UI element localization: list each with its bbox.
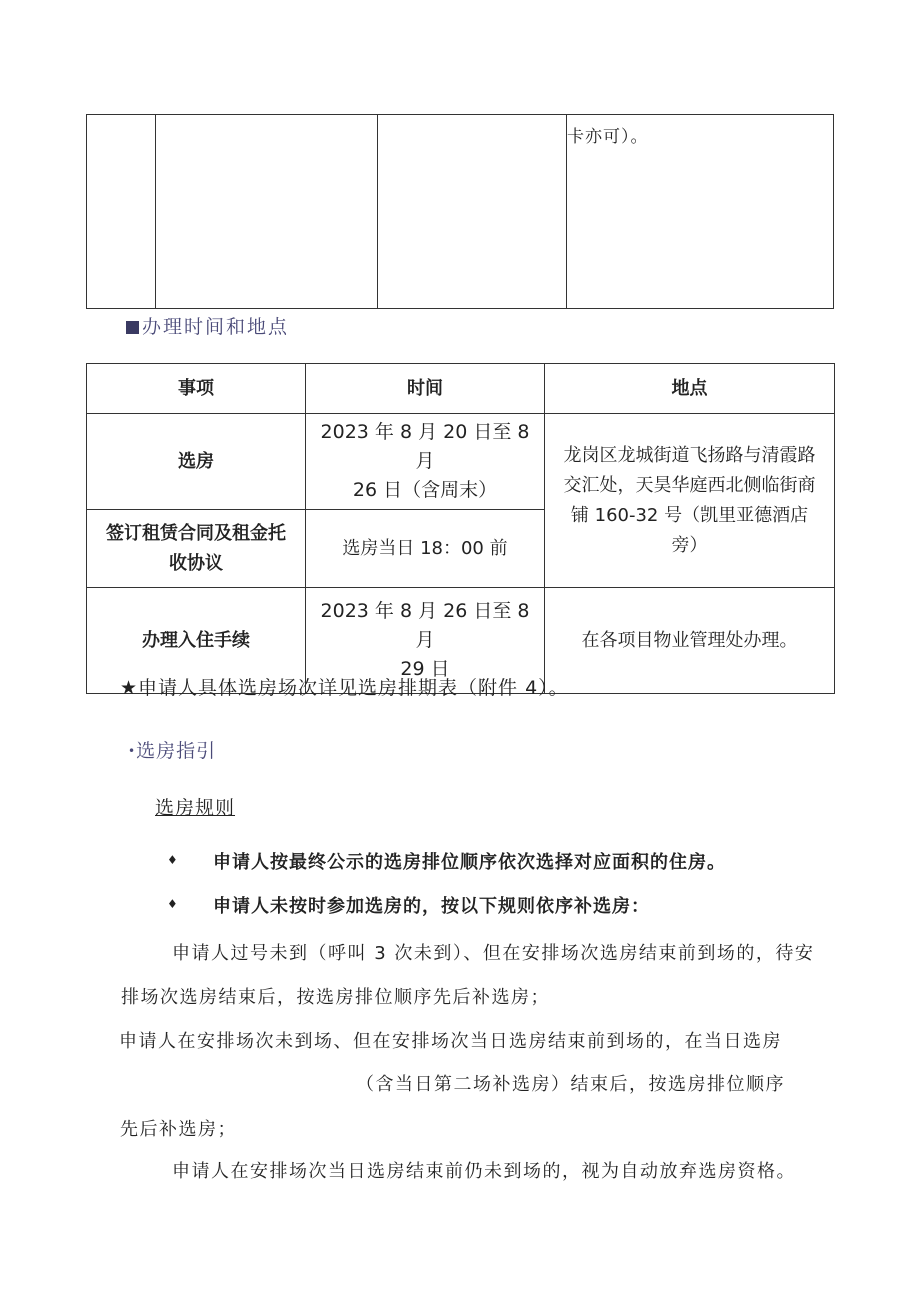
time-line: 26 日（含周末） — [352, 479, 498, 501]
row-item-move-in: 办理入住手续 — [87, 588, 306, 694]
continuation-table — [86, 114, 834, 309]
row-item-sign-contract — [87, 510, 306, 588]
table-column-divider — [377, 115, 378, 308]
location-line: 旁） — [671, 534, 708, 556]
time-line: 2023 年 8 月 20 日至 8 月 — [320, 421, 530, 472]
square-bullet-icon — [126, 321, 139, 334]
continuation-cell-text: 卡亦可）。 — [567, 127, 649, 147]
table-header-row — [87, 364, 835, 414]
row-location-move-in: 在各项目物业管理处办理。 — [545, 588, 835, 694]
row-time-sign-contract: 选房当日 18：00 前 — [306, 510, 545, 588]
rule-paragraph-2-line-1: 申请人在安排场次未到场、但在安排场次当日选房结束前到场的，在当日选房 — [119, 1031, 782, 1052]
table-column-divider — [155, 115, 156, 308]
section-heading-text: 办理时间和地点 — [142, 316, 290, 338]
header-location: 地点 — [545, 364, 835, 414]
row-time-select-house — [306, 414, 545, 510]
dot-bullet-icon: • — [128, 744, 137, 758]
row-item-select-house: 选房 — [87, 414, 306, 510]
rule-paragraph-2-line-3: 先后补选房； — [120, 1119, 237, 1140]
diamond-bullet-icon: ♦ — [167, 897, 178, 911]
section-heading-text: 选房指引 — [136, 740, 217, 762]
location-line: 铺 160-32 号（凯里亚德酒店 — [570, 504, 809, 526]
header-item: 事项 — [87, 364, 306, 414]
item-line: 签订租赁合同及租金托 — [106, 522, 286, 544]
schedule-table — [86, 363, 835, 694]
header-time: 时间 — [306, 364, 545, 414]
rule-paragraph-2-line-2: （含当日第二场补选房）结束后，按选房排位顺序 — [356, 1074, 785, 1095]
time-line: 29 日 — [400, 658, 450, 680]
item-line: 收协议 — [169, 552, 223, 574]
rule-paragraph-3: 申请人在安排场次当日选房结束前仍未到场的，视为自动放弃选房资格。 — [172, 1161, 796, 1182]
shared-location-cell — [545, 414, 835, 588]
location-line: 龙岗区龙城街道飞扬路与清霞路 — [563, 444, 816, 466]
time-line: 2023 年 8 月 26 日至 8 月 — [320, 600, 530, 651]
rule-bullet-1: 申请人按最终公示的选房排位顺序依次选择对应面积的住房。 — [213, 852, 726, 873]
location-line: 交汇处，天昊华庭西北侧临街商 — [563, 474, 816, 496]
diamond-bullet-icon: ♦ — [167, 853, 178, 867]
section-heading-time-place — [126, 312, 289, 339]
section-heading-guide — [128, 736, 216, 763]
table-row — [87, 414, 835, 510]
rule-paragraph-1-line-2: 排场次选房结束后，按选房排位顺序先后补选房； — [121, 987, 550, 1008]
rules-title: 选房规则 — [155, 797, 236, 819]
rule-paragraph-1-line-1: 申请人过号未到（呼叫 3 次未到）、但在安排场次选房结束前到场的，待安 — [172, 943, 815, 964]
rule-bullet-2: 申请人未按时参加选房的，按以下规则依序补选房： — [213, 896, 650, 917]
schedule-note: ★申请人具体选房场次详见选房排期表（附件 4）。 — [120, 677, 569, 699]
